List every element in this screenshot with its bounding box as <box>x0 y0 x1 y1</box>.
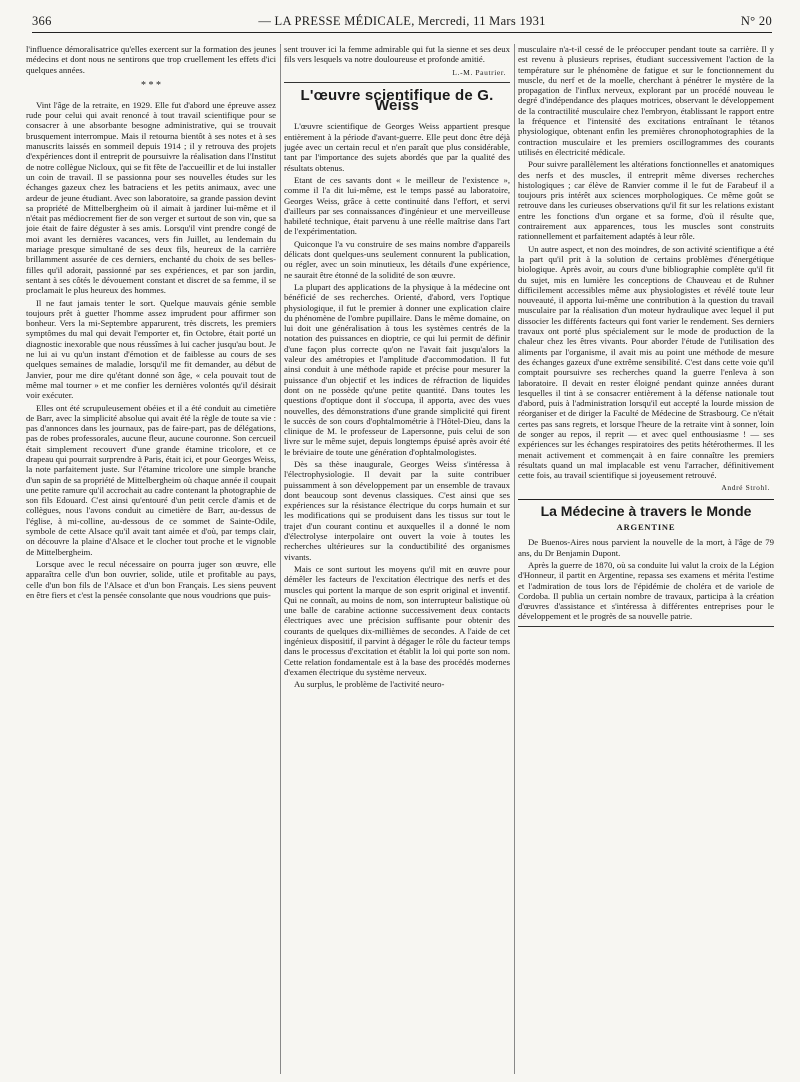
paragraph: La plupart des applications de la physique à la médecine ont bénéficié de ses recherches. Orienté, d'abord, vers l'optique physiologique, il fut le premier à donner une explication claire du phénomène de l'ombre pupillaire. Dans le même domaine, on lui doit une généralisation à tous les systèmes centrés de la notation des puissances en dioptrie, ce qui lui permit de définir d'une façon plus correcte qu'on ne l'avait fait jusqu'alors la valeur des amétropies et l'amplitude d'accommodation. Il fut ainsi conduit à une méthode rapide et précise pour mesurer la puissance d'un objectif et les indices de réfraction de liquides dont on ne possède qu'une petite quantité. Dans toutes les questions d'optique dont il s'occupa, il apporta, avec des vues nouvelles, des démonstrations d'une grande simplicité qui firent le succès de son cours d'ophtalmométrie à l'Hôtel-Dieu, dans la clinique de M. le professeur de Lapersonne, puis celui de son livre sur le même sujet, depuis longtemps épuisé après avoir été le bréviaire de toute une génération d'ophtalmologistes. <box>284 281 510 457</box>
paragraph: Etant de ces savants dont « le meilleur de l'existence », comme il l'a dit lui-même, est le temps passé au laboratoire, Georges Weiss, grâce à cette continuité dans l'effort, et servi d'ailleurs par ses connaissances d'ingénieur et une merveilleuse habileté technique, était parvenu à une réelle maîtrise dans l'art de l'expérimentation. <box>284 174 510 237</box>
paragraph: musculaire n'a-t-il cessé de le préoccuper pendant toute sa carrière. Il y est revenu à plusieurs reprises, étudiant successivement l'action de la température sur le phénomène de fatigue et sur le fonctionnement du muscle, du nerf et de la moelle, cherchant à pénétrer le mystère de la propagation de l'influx nerveux, explorant par un procédé nouveau le degré d'indépendance des plaques motrices, observant le développement de la contractilité musculaire chez l'embryon, établissant le rapport entre la fréquence et l'intensité des excitations entraînant le tétanos physiologique, obtenant enfin les premières chronophotographies de la contraction musculaire et les premiers oscillogrammes des courants utilisés en électricité médicale. <box>518 44 774 157</box>
column-1 <box>26 44 276 1074</box>
column-divider <box>280 44 281 1074</box>
author-signature: André Strohl. <box>721 483 770 493</box>
column-2 <box>284 44 510 1074</box>
paragraph: Quiconque l'a vu construire de ses mains nombre d'appareils délicats dont quelques-uns seulement connurent la publication, ou régler, avec un soin minutieux, les détails d'une expérience, ne saurait être étonné de la solidité de son œuvre. <box>284 238 510 280</box>
author-signature: L.-M. Pautrier. <box>452 67 506 77</box>
divider <box>518 626 774 627</box>
paragraph: Lorsque avec le recul nécessaire on pourra juger son œuvre, elle apparaîtra celle d'un bon ouvrier, solide, utile et profitable au pays, celle d'un bon fils de l'Alsace et d'un bon Français. Les siens peuvent en être fiers et c'est la pensée consolante que nous voudrions que puis- <box>26 558 276 600</box>
journal-title: — LA PRESSE MÉDICALE, Mercredi, 11 Mars 1931 <box>258 14 546 28</box>
paragraph: Mais ce sont surtout les moyens qu'il mit en œuvre pour démêler les facteurs de l'excitation électrique des nerfs et des muscles qui portent la marque de son esprit original et inventif. Qui ne connaît, au moins de nom, son interrupteur balistique où une balle de carabine actionne successivement deux contacts électriques avec une précision suffisante pour obtenir des courants de quelques dix-millièmes de secondes. A l'aide de cet ingénieux dispositif, il parvint à dégager le rôle du facteur temps dans le processus d'excitation et établit la loi qui porte son nom. Cette relation fondamentale est à la base des procédés modernes d'examen électrique du système nerveux. <box>284 563 510 677</box>
paragraph: Pour suivre parallèlement les altérations fonctionnelles et anatomiques des nerfs et des muscles, il entreprit même diverses recherches histologiques ; car élève de Ranvier comme il le fut de Farabeuf il a toujours pris intérêt aux sciences morphologiques. Ce même goût se retrouve dans les curieuses observations qu'il fit sur les relations existant entre les fonctions d'un organe et sa forme, d'où il résulte que, contrairement aux apparences, tous les muscles sont construits rationnellement et parfaitement adaptés à leur rôle. <box>518 159 774 242</box>
paragraph: Dès sa thèse inaugurale, Georges Weiss s'intéressa à l'électrophysiologie. Il devait par la suite contribuer puissamment à son développement par un ensemble de travaux dont beaucoup sont devenus classiques. C'est ainsi que ses expériences sur la résistance électrique du corps humain et sur les modifications qui se produisent dans les tissus sur tout le trajet d'un courant continu et auxquelles il a donné le nom d'électrolyse interpolaire ont ouvert la voie à toutes les recherches ultérieures sur la conductibilité des organismes vivants. <box>284 458 510 562</box>
country-subhead: ARGENTINE <box>616 522 676 533</box>
divider <box>284 82 510 83</box>
paragraph: Il ne faut jamais tenter le sort. Quelque mauvais génie semble toujours prêt à guetter l'homme assez imprudent pour affirmer son bonheur. Vers la mi-Septembre apparurent, très discrets, les premiers symptômes du mal qui devait l'emporter et, fin Octobre, était porté un diagnostic inexorable que nous réussîmes à lui cacher jusqu'au bout. Je ne lui ai vu qu'un instant d'émotion et de faiblesse au cours de ses quelques semaines de maladie, lorsqu'il me fit demander, au début de Janvier, pour me dire qu'étant donné son âge, « cela pouvait tout de même mal tourner » et me confier les dernières volontés qu'il désirait voir exécuter. <box>26 297 276 401</box>
page-number: 366 <box>32 14 52 28</box>
column-divider <box>514 44 515 1074</box>
section-separator: * * * <box>141 79 161 91</box>
news-paragraph: De Buenos-Aires nous parvient la nouvelle de la mort, à l'âge de 79 ans, du Dr Benjamin Dupont. <box>518 537 774 558</box>
page-header <box>32 14 772 33</box>
issue-number: N° 20 <box>740 14 772 28</box>
paragraph: Vint l'âge de la retraite, en 1929. Elle fut d'abord une épreuve assez rude pour celui qui avait renoncé à tout travail scientifique pour se consacrer à une absorbante besogne administrative, qui se trouvait brusquement interrompue. Mais il retourna bientôt à ses notes et à ses manuscrits laissés en sommeil depuis 1914 ; il y retrouva des projets d'expériences dont il entreprit de poursuivre la réalisation dans l'Institut de notre collègue Nicloux, qui se fit fête de l'accueillir et de lui installer un coin de travail. Il se passionna pour ses nouvelles études sur les échanges gazeux chez les batraciens et les petits animaux, avec une ardeur de jeune étudiant. Avec son laboratoire, sa grande passion devint sa propriété de Mittelbergheim où il aimait à jardiner lui-même et il n'était pas médiocrement fier de son verger et surtout de son vin, que sa joie était de faire déguster à ses amis. Lorsqu'il vint prendre congé de moi avant les dernières vacances, vers fin Juillet, au lendemain du mariage presque simultané de ses deux fils, heureux de la carrière brillamment assurée de ces derniers, enchanté du choix de ses belles-filles qu'il adorait, passionné par ses expériences, et par son jardin, sentant à ses côtés le dévouement constant et discret de sa femme, il se proclamait le plus heureux des hommes. <box>26 99 276 296</box>
paragraph: sent trouver ici la femme admirable qui fut la sienne et ses deux fils vers lesquels va notre douloureuse et profonde amitié. <box>284 44 510 65</box>
paragraph: Un autre aspect, et non des moindres, de son activité scientifique a été la part qu'il prit à la solution de certains problèmes d'énergétique biologique. Après avoir, au cours d'une bibliographie complète qu'il fit du sujet, mis en lumière les conceptions de Chauveau et de Ruhner difficilement accessibles même aux physiologistes et révélé toute leur nouveauté, il apporta lui-même une contribution à la question du travail musculaire par la réalisation d'un moteur hydraulique avec lequel il put dissocier les différents facteurs qui font varier le rendement. Ses derniers travaux ont porté plus spécialement sur le mode de production de la chaleur chez les êtres vivants. Pour aborder l'étude de l'utilisation des aliments par l'organisme, il avait mis au point une méthode de mesure des échanges gazeux d'une extrême sensibilité. C'est dans cette voie qu'il comptait poursuivre ses recherches quand la guerre l'enleva à son laboratoire. Il devait en rester éloigné pendant quinze années durant lesquelles il tint à se consacrer entièrement à la défense nationale tout d'abord, puis à l'administration lorsqu'il eut accepté la lourde mission de réorganiser et de diriger la Faculté de Médecine de Strasbourg. Ce n'était certes pas sans regrets, et lorsque l'heure de la retraite vint à sonner, loin de songer au repos, il reprit — et avec quel enthousiasme ! — ses expériences sur les échanges respiratoires des petits hétérothermes. Il les menait activement et commençait à en faire connaître les premiers résultats quand un mal implacable est venu l'arracher, définitivement cette fois, au travail scientifique si joyeusement retrouvé. <box>518 243 774 481</box>
section-title: La Médecine à travers le Monde <box>540 502 752 519</box>
column-3 <box>518 44 774 1074</box>
divider <box>518 499 774 500</box>
paragraph: L'œuvre scientifique de Georges Weiss appartient presque entièrement à la période d'avant-guerre. Elle peut donc être déjà jugée avec un certain recul et n'en paraît que plus considérable, tant par l'importance des sujets abordés que par la qualité des résultats obtenus. <box>284 121 510 173</box>
paragraph: Au surplus, le problème de l'activité neuro- <box>294 679 445 690</box>
article-title: L'œuvre scientifique de G. Weiss <box>300 86 494 115</box>
paragraph: Elles ont été scrupuleusement obéies et il a été conduit au cimetière de Barr, avec la simplicité absolue qui avait été la règle de toute sa vie : pas d'annonces dans les journaux, pas de faire-part, pas de délégations, pas de robes professorales, aucune fleur, aucune couronne. Son cercueil était simplement recouvert d'une grande étamine tricolore, et ce drapeau qui pourrait surprendre à Paris, était ici, et pour Georges Weiss, la note parfaitement juste. Sur l'étamine tricolore une simple branche d'un sapin de sa propriété de Mittelbergheim où chaque année il coupait une petite ramure qu'il accrochait au cadre contenant la photographie de son fils Edouard. C'est ainsi qu'entouré d'un petit cercle d'amis et de collègues, nous l'avons conduit au cimetière de Barr, au-dessus de l'église, à mi-colline, au-dessous de ce sommet de Sainte-Odile, symbole de cette Alsace qu'il avait tant aimée et d'où, par temps clair, on découvre la plaine d'Alsace et le clocher tout proche et le vignoble de Mittelbergheim. <box>26 402 276 557</box>
paragraph: l'influence démoralisatrice qu'elles exercent sur la formation des jeunes médecins et dont nous ne sentirons que trop cruellement les effets d'ici quelques années. <box>26 44 276 75</box>
news-paragraph: Après la guerre de 1870, où sa conduite lui valut la croix de la Légion d'Honneur, il partit en Argentine, repassa ses examens et mérita l'estime et l'admiration de tous lors de l'épidémie de choléra et de variole de Cordoba. Il publia un certain nombre de travaux, participa à la création d'œuvres d'assistance et s'intéressa à différentes entreprises pour le développement et le progrès de sa nouvelle patrie. <box>518 559 774 622</box>
